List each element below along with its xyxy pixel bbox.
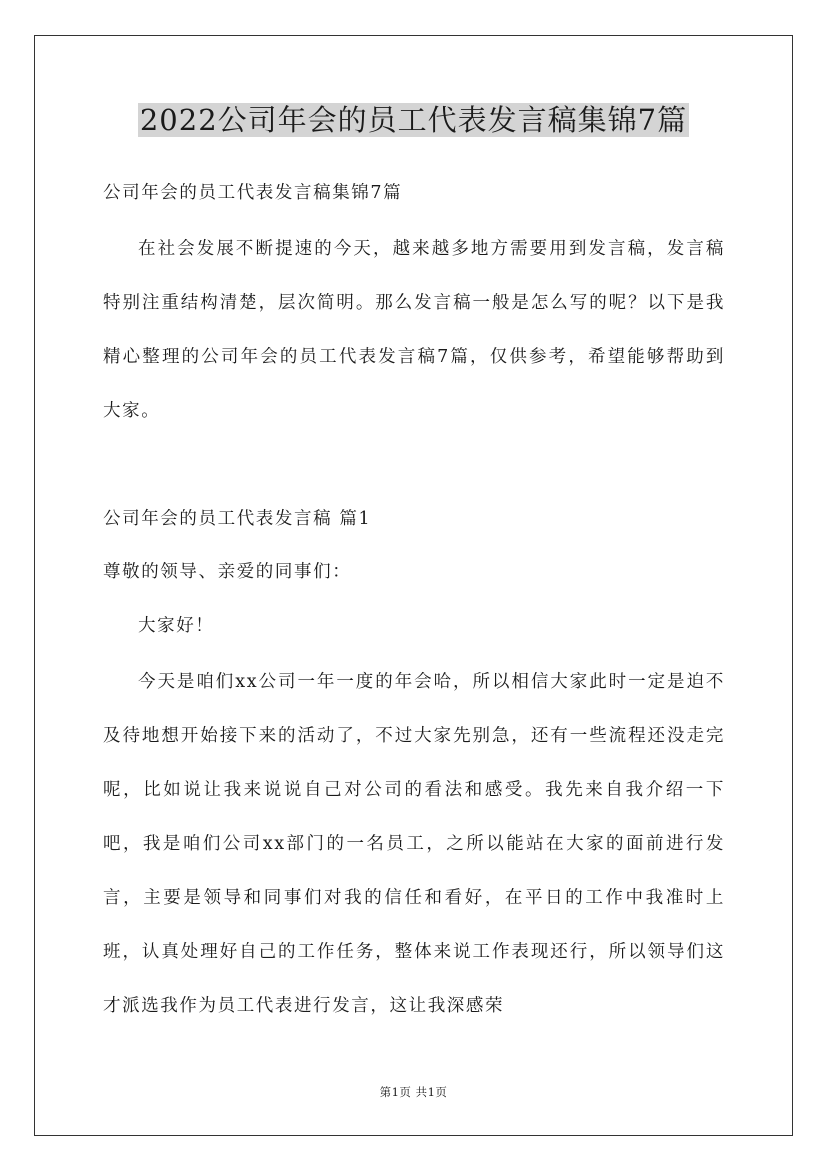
page-footer: 第1页 共1页 [379, 1085, 448, 1099]
intro-paragraph: 在社会发展不断提速的今天，越来越多地方需要用到发言稿，发言稿特别注重结构清楚，层次简明。那么发言稿一般是怎么写的呢？以下是我精心整理的公司年会的员工代表发言稿7篇，仅供参考，希望能够帮助到大家。 [103, 239, 725, 421]
greeting-line: 尊敬的领导、亲爱的同事们： [103, 562, 352, 582]
document-subtitle: 公司年会的员工代表发言稿集锦7篇 [103, 183, 403, 203]
body-paragraph: 今天是咱们xx公司一年一度的年会哈，所以相信大家此时一定是迫不及待地想开始接下来的活动了，不过大家先别急，还有一些流程还没走完呢，比如说让我来说说自己对公司的看法和感受。我先来自我介绍一下吧，我是咱们公司xx部门的一名员工，之所以能站在大家的面前进行发言，主要是领导和同事们对我的信任和看好，在平日的工作中我准时上班，认真处理好自己的工作任务，整体来说工作表现还行，所以领导们这才派选我作为员工代表进行发言，这让我深感荣 [103, 672, 725, 1016]
hello-line: 大家好！ [138, 616, 215, 636]
section-title: 公司年会的员工代表发言稿 篇1 [103, 509, 372, 529]
document-title [0, 100, 827, 140]
document-title-text: 2022公司年会的员工代表发言稿集锦7篇 [139, 103, 688, 137]
